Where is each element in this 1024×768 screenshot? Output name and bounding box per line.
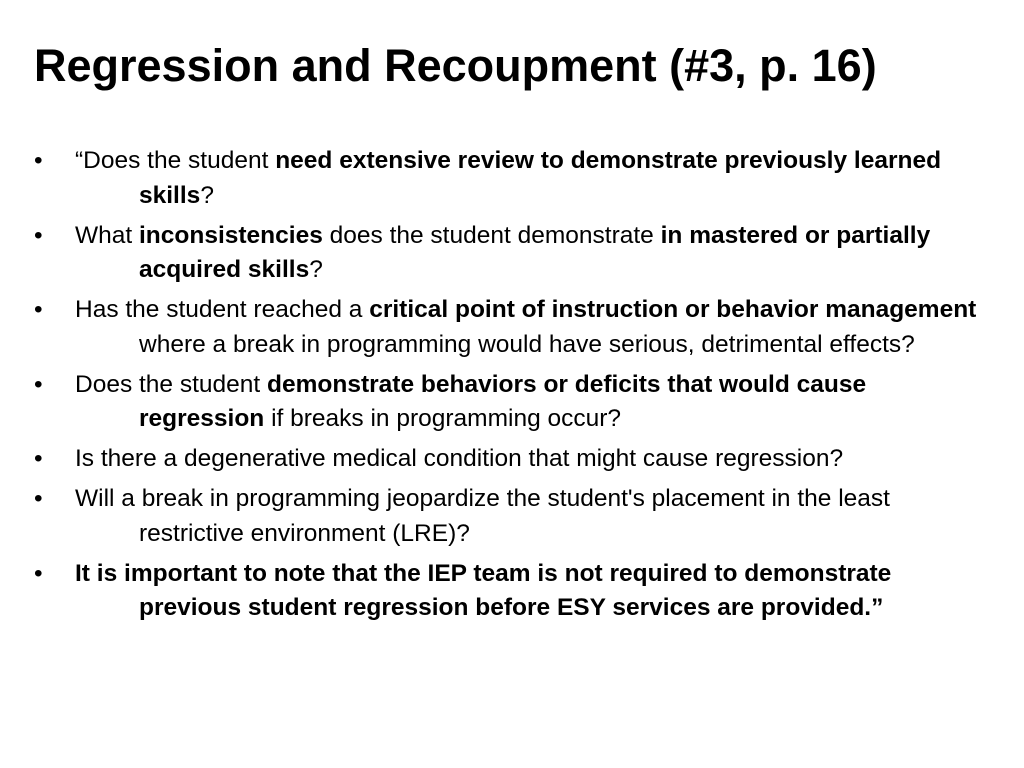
bullet-list	[30, 144, 990, 631]
slide-title: Regression and Recoupment (#3, p. 16)	[34, 40, 877, 91]
bullet-item-1	[30, 144, 990, 213]
text-segment-bold: demonstrate behaviors or deficits that would cause regression	[139, 370, 867, 432]
text-segment: where a break in programming would have serious, detrimental effects?	[139, 330, 915, 358]
text-segment-bold: critical point of instruction or behavior management	[369, 296, 977, 323]
text-segment: Has the student reached a	[75, 296, 370, 323]
text-segment: Does the student	[75, 370, 268, 398]
bullet-icon: •	[34, 147, 43, 174]
text-segment: What	[75, 221, 139, 249]
bullet-icon: •	[34, 296, 43, 323]
text-segment: does the student demonstrate	[322, 221, 661, 249]
text-segment: Will a break in programming jeopardize the student's placement in the least restrictive environment (LRE)?	[75, 485, 890, 547]
bullet-item-5	[30, 442, 990, 477]
text-segment: Is there a degenerative medical condition that might cause regression?	[75, 445, 844, 472]
text-segment-bold: in mastered or partially acquired skills	[139, 221, 931, 283]
bullet-icon: •	[34, 445, 43, 472]
bullet-item-6	[30, 482, 990, 551]
text-segment: if breaks in programming occur?	[264, 405, 622, 432]
bullet-icon: •	[34, 485, 43, 512]
text-segment: ?	[200, 181, 214, 209]
bullet-item-3	[30, 293, 990, 362]
text-segment-bold: inconsistencies	[139, 221, 323, 249]
text-segment: “Does the student	[75, 147, 276, 174]
text-segment-bold: need extensive review to demonstrate previously learned skills	[139, 147, 942, 209]
bullet-icon: •	[34, 370, 43, 398]
bullet-icon: •	[34, 221, 43, 249]
bullet-icon: •	[34, 559, 43, 587]
bullet-item-7	[30, 557, 990, 626]
bullet-item-2	[30, 219, 990, 288]
text-segment-bold: It is important to note that the IEP team is not required to demonstrate previous student regression before ESY services are provided.”	[75, 559, 892, 621]
text-segment: ?	[309, 256, 323, 283]
bullet-item-4	[30, 368, 990, 437]
